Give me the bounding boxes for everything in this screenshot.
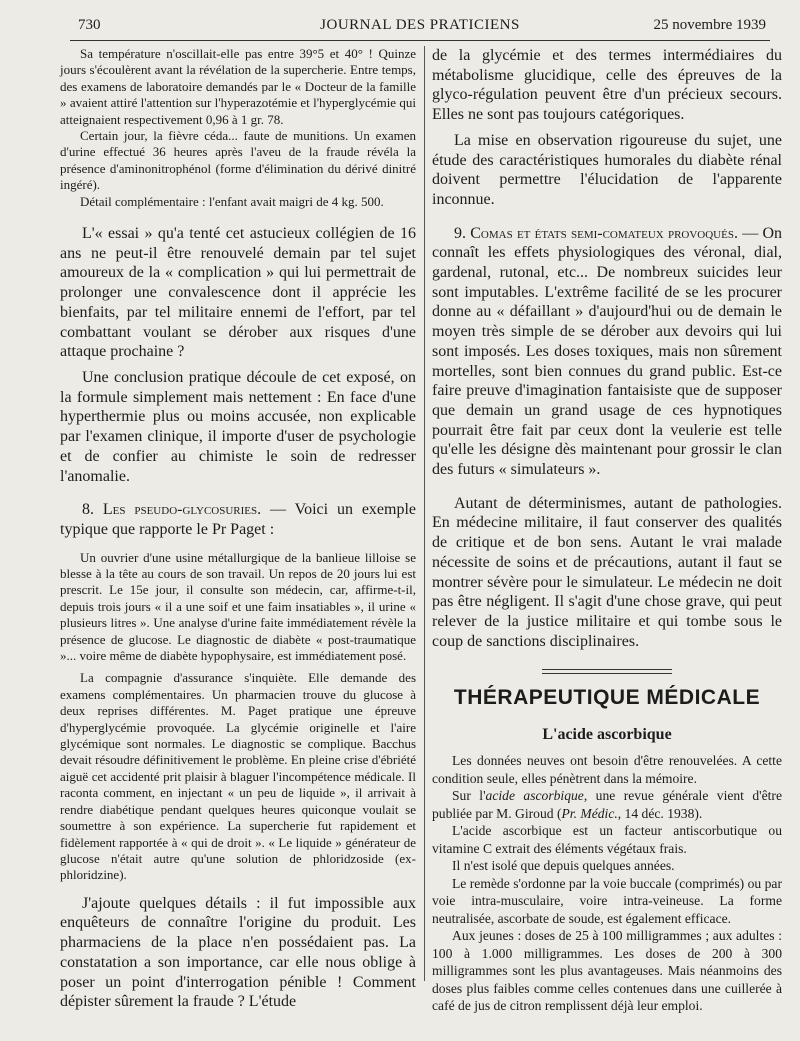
paragraph: Les données neuves ont besoin d'être renouvelées. A cette condition seule, elles pénètrent dans la mémoire. <box>432 753 782 786</box>
paragraph: La mise en observation rigoureuse du sujet, une étude des caractéristiques humorales du diabète rénal doivent permettre l'élucidation de l'apparente inconnue. <box>432 131 782 208</box>
paragraph: La compagnie d'assurance s'inquiète. Elle demande des examens complémentaires. Un pharmacien trouve du glucose à deux reprises différentes. M. Paget pratique une épreuve d'hyperglycémie provoquée. La glycémie originelle et l'aire glycémique sont normales. Le diagnostic se complique. Bacchus devait résoudre définitivement le problème. En pleine crise d'ébriété aiguë cet accidenté prit plaisir à blaguer l'incompétence médicale. Il raconta comment, en injectant « un peu de liquide », il arrivait à rendre diabétique pendant quelques heures quiconque voulait se soumettre à son expérience. La supercherie fut rapidement et fidèlement rapportée à « qui de droit ». « Le liquide » générateur de glucose n'était autre qu'une solution de phloridzoside (ex-phloridzine). <box>60 670 416 883</box>
paragraph: Une conclusion pratique découle de cet exposé, on la formule simplement mais nettement : En face d'une hyperthermie plus ou moins accusée, non explicable par l'examen clinique, il importe d'user de psychologie et de confier au chimiste le soin de redresser l'anomalie. <box>60 368 416 485</box>
paragraph: L'« essai » qu'a tenté cet astucieux collégien de 16 ans ne peut-il être renouvelé demain par tel sujet amoureux de la « complication » qui lui permettrait de prolonger une convalescence dont il apprécie les bienfaits, par tel militaire ennemi de l'effort, par tel combattant voulant se dérober aux risques d'une attaque prochaine ? <box>60 225 416 361</box>
closing-commentary <box>60 894 416 1012</box>
paragraph: L'acide ascorbique est un facteur antiscorbutique ou vitamine C extrait des éléments végétaux frais. <box>432 823 782 856</box>
glycosuria-case <box>60 550 416 884</box>
section-8-intro: 8. Les pseudo-glycosuries. — Voici un exemple typique que rapporte le Pr Paget : <box>60 501 417 538</box>
section-title: THÉRAPEUTIQUE MÉDICALE <box>453 686 761 710</box>
paragraph: Détail complémentaire : l'enfant avait maigri de 4 kg. 500. <box>80 193 384 209</box>
column-divider <box>424 46 425 981</box>
continued-text <box>432 46 782 651</box>
paragraph: de la glycémie et des termes intermédiaires du métabolisme glucidique, celle des épreuves de la glyco-régulation peuvent être d'un précieux secours. Elles ne sont pas toujours catégoriques. <box>432 47 782 124</box>
commentary <box>60 224 416 540</box>
paragraph: Certain jour, la fièvre céda... faute de munitions. Un examen d'urine effectué 36 heures après l'aveu de la fraude révéla la présence d'aminonitrophénol (forme d'élimination du dérivé dinitré ingéré). <box>60 128 416 193</box>
right-column <box>432 46 782 1015</box>
ascorbic-article <box>432 752 782 1015</box>
section-9: 9. Comas et états semi-comateux provoqués. — On connaît les effets physiologiques des véronal, dial, gardenal, rutonal, etc... De nombreux suicides leur sont imputables. L'extrême facilité de se les procurer donne au « défaillant » d'aujourd'hui ou de demain le moyen très simple de se dérober aux devoirs qui lui sont imposés. Les doses toxiques, mais non sûrement mortelles, sont bien connues du grand public. Est-ce faire preuve d'imagination fantaisiste que de supposer que demain un grand usage de ces hypnotiques pourrait être fait par ceux dont la veulerie est telle qu'elle les désigne dès maintenant pour grossir le clan des futurs « simulateurs ». <box>432 224 783 479</box>
paragraph: Aux jeunes : doses de 25 à 100 milligrammes ; aux adultes : 100 à 1.000 milligrammes. Les doses de 200 à 300 milligrammes sont les plus avantageuses. Mais néanmoins des doses plus faibles comme celles contenues dans une cuillerée à café de jus de citron remplissent déjà leur emploi. <box>432 928 782 1014</box>
page-header <box>70 14 770 41</box>
left-column <box>60 46 416 1012</box>
paragraph: Sa température n'oscillait-elle pas entre 39°5 et 40° ! Quinze jours s'écoulèrent avant la révélation de la supercherie. Entre temps, des examens de laboratoire demandés par le « Docteur de la famille » avaient attiré l'attention sur l'hyperazotémie et l'hyperglycémie qui atteignaient respectivement 0,96 à 1 gr. 78. <box>60 46 416 127</box>
journal-title: JOURNAL DES PRATICIENS <box>320 17 520 33</box>
page-number: 730 <box>78 17 101 33</box>
section-8-heading: Les pseudo-glycosuries. <box>102 501 262 519</box>
section-separator <box>542 669 672 674</box>
case-continuation <box>60 46 416 210</box>
paragraph: Le remède s'ordonne par la voie buccale (comprimés) ou par voie intra-musculaire, voire intra-veineuse. La forme neutralisée, ascorbate de soude, est également efficace. <box>432 875 782 926</box>
issue-date: 25 novembre 1939 <box>653 17 766 33</box>
article-title: L'acide ascorbique <box>542 726 672 744</box>
paragraph: Un ouvrier d'une usine métallurgique de la banlieue lilloise se blesse à la tête au cours de son travail. Un repos de 20 jours lui est prescrit. Le 15e jour, il consulte son médecin, car, affirme-t-il, depuis trois jours « il a une soif et une faim insatiables », il urine « plusieurs litres ». Une analyse d'urine faite immédiatement révèle la présence de glucose. Le diagnostic de diabète « post-traumatique »... voire même de diabète hypophysaire, est immédiatement posé. <box>60 549 416 664</box>
paragraph: J'ajoute quelques détails : il fut impossible aux enquêteurs de connaître l'origine du produit. Les pharmaciens de la place n'en possédaient pas. La constatation a son importance, car elle nous oblige à poser un point d'interrogation pénible ! Comment dépister sûrement la fraude ? L'étude <box>60 894 416 1011</box>
paragraph: Il n'est isolé que depuis quelques années. <box>452 858 675 874</box>
paragraph: Autant de déterminismes, autant de pathologies. En médecine militaire, il faut conserver des qualités de critique et de bon sens. Autant le vrai malade nécessite de soins et de précautions, autant il faut se montrer sévère pour le simulateur. Le médecin ne doit pas être négligent. Il s'agit d'une chose grave, qui peut relever de la justice militaire et qui tombe sous le coup de sanctions disciplinaires. <box>432 494 782 650</box>
section-9-heading: Comas et états semi-comateux provoqués. <box>470 224 738 242</box>
paragraph: Sur l'acide ascorbique, une revue générale vient d'être publiée par M. Giroud (Pr. Médic., 14 déc. 1938). <box>432 788 782 821</box>
